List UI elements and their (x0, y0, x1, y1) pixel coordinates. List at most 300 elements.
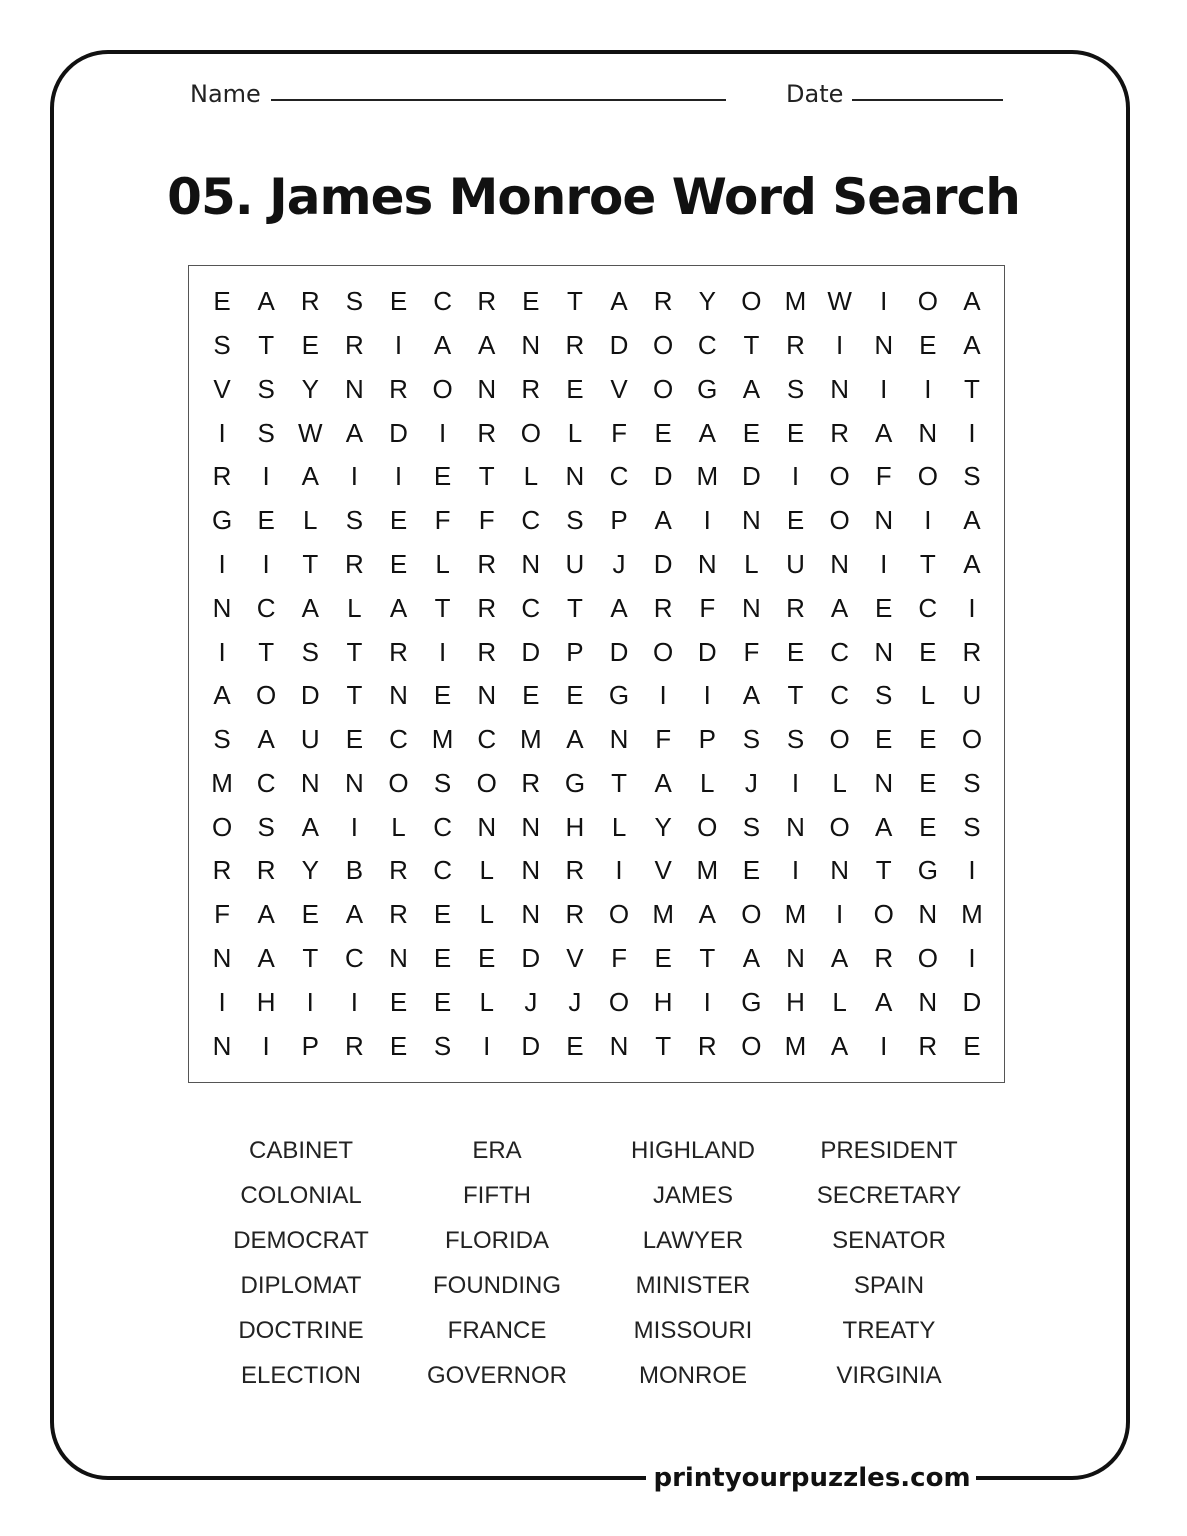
grid-letter[interactable]: T (258, 330, 275, 361)
grid-letter[interactable]: V (654, 855, 672, 886)
grid-letter[interactable]: E (522, 286, 540, 317)
grid-letter[interactable]: G (564, 767, 586, 798)
grid-letter[interactable]: E (742, 417, 761, 448)
grid-letter[interactable]: C (256, 592, 276, 623)
grid-letter[interactable]: A (875, 417, 893, 448)
grid-letter[interactable]: H (653, 986, 673, 1017)
grid-letter[interactable]: S (345, 505, 364, 536)
grid-letter[interactable]: A (257, 724, 275, 755)
grid-letter[interactable]: E (875, 592, 893, 623)
grid-letter[interactable]: R (344, 549, 364, 580)
grid-letter[interactable]: D (521, 636, 541, 667)
grid-letter[interactable]: N (786, 811, 805, 842)
grid-letter[interactable]: I (438, 417, 447, 448)
grid-letter[interactable]: O (476, 767, 497, 798)
grid-letter[interactable]: A (433, 330, 452, 361)
grid-letter[interactable]: N (918, 986, 938, 1017)
grid-letter[interactable]: T (566, 286, 583, 317)
grid-letter[interactable]: L (832, 986, 847, 1017)
grid-letter[interactable]: V (566, 943, 584, 974)
grid-letter[interactable]: L (523, 461, 539, 492)
grid-letter[interactable]: A (257, 943, 275, 974)
grid-letter[interactable]: N (344, 373, 364, 404)
grid-letter[interactable]: A (963, 505, 981, 536)
grid-letter[interactable]: R (389, 855, 408, 886)
grid-letter[interactable]: N (521, 811, 541, 842)
grid-letter[interactable]: N (521, 899, 541, 930)
grid-letter[interactable]: N (830, 373, 849, 404)
grid-letter[interactable]: L (567, 417, 583, 448)
grid-letter[interactable]: G (697, 373, 718, 404)
grid-letter[interactable]: N (874, 767, 894, 798)
grid-letter[interactable]: E (654, 417, 672, 448)
grid-letter[interactable]: E (786, 636, 805, 667)
grid-letter[interactable]: S (257, 417, 275, 448)
grid-letter[interactable]: I (968, 417, 976, 448)
grid-letter[interactable]: U (300, 724, 320, 755)
grid-letter[interactable]: R (212, 461, 232, 492)
grid-letter[interactable]: O (653, 373, 674, 404)
grid-letter[interactable]: W (827, 286, 852, 317)
grid-letter[interactable]: C (433, 811, 452, 842)
grid-letter[interactable]: O (829, 461, 850, 492)
grid-letter[interactable]: O (211, 811, 233, 842)
grid-letter[interactable]: O (917, 286, 938, 317)
grid-letter[interactable]: I (924, 505, 932, 536)
grid-letter[interactable]: E (389, 505, 408, 536)
grid-letter[interactable]: S (213, 330, 231, 361)
grid-letter[interactable]: N (830, 549, 849, 580)
grid-letter[interactable]: I (350, 461, 358, 492)
grid-letter[interactable]: C (521, 505, 541, 536)
grid-letter[interactable]: E (389, 986, 408, 1017)
grid-letter[interactable]: R (786, 592, 805, 623)
grid-letter[interactable]: R (477, 286, 497, 317)
grid-letter[interactable]: I (791, 767, 800, 798)
grid-letter[interactable]: J (744, 767, 758, 798)
grid-letter[interactable]: I (924, 373, 932, 404)
grid-letter[interactable]: U (786, 549, 805, 580)
grid-letter[interactable]: S (963, 461, 981, 492)
grid-letter[interactable]: T (566, 592, 583, 623)
grid-letter[interactable]: A (963, 549, 981, 580)
grid-letter[interactable]: R (477, 592, 497, 623)
grid-letter[interactable]: D (609, 636, 629, 667)
grid-letter[interactable]: O (961, 724, 983, 755)
grid-letter[interactable]: I (306, 986, 314, 1017)
grid-letter[interactable]: E (654, 943, 672, 974)
grid-letter[interactable]: E (566, 680, 584, 711)
grid-letter[interactable]: S (963, 811, 981, 842)
grid-letter[interactable]: C (433, 855, 452, 886)
grid-letter[interactable]: J (568, 986, 582, 1017)
grid-letter[interactable]: Y (301, 855, 319, 886)
grid-letter[interactable]: N (389, 680, 408, 711)
grid-letter[interactable]: L (700, 767, 715, 798)
grid-letter[interactable]: F (214, 899, 230, 930)
grid-letter[interactable]: M (652, 899, 674, 930)
grid-letter[interactable]: D (741, 461, 761, 492)
grid-letter[interactable]: J (524, 986, 538, 1017)
grid-letter[interactable]: Y (698, 286, 716, 317)
grid-letter[interactable]: T (478, 461, 495, 492)
grid-letter[interactable]: N (874, 505, 894, 536)
grid-letter[interactable]: O (653, 636, 674, 667)
grid-letter[interactable]: C (830, 636, 849, 667)
grid-letter[interactable]: E (389, 1030, 408, 1061)
grid-letter[interactable]: N (389, 943, 408, 974)
grid-letter[interactable]: A (301, 811, 319, 842)
grid-letter[interactable]: N (609, 1030, 629, 1061)
grid-letter[interactable]: T (787, 680, 804, 711)
grid-letter[interactable]: R (344, 330, 364, 361)
grid-letter[interactable]: E (389, 286, 408, 317)
grid-letter[interactable]: N (697, 549, 717, 580)
grid-letter[interactable]: T (699, 943, 716, 974)
grid-letter[interactable]: R (874, 943, 894, 974)
grid-letter[interactable]: A (875, 811, 893, 842)
grid-letter[interactable]: F (875, 461, 892, 492)
grid-letter[interactable]: P (610, 505, 628, 536)
grid-letter[interactable]: I (835, 899, 844, 930)
grid-letter[interactable]: D (962, 986, 982, 1017)
grid-letter[interactable]: N (918, 417, 938, 448)
grid-letter[interactable]: A (830, 592, 849, 623)
grid-letter[interactable]: A (610, 592, 628, 623)
grid-letter[interactable]: O (741, 1030, 762, 1061)
grid-letter[interactable]: O (697, 811, 718, 842)
grid-letter[interactable]: C (830, 680, 849, 711)
grid-letter[interactable]: I (218, 549, 226, 580)
grid-letter[interactable]: E (919, 724, 937, 755)
grid-letter[interactable]: F (655, 724, 672, 755)
grid-letter[interactable]: N (477, 373, 497, 404)
grid-letter[interactable]: M (784, 286, 807, 317)
grid-letter[interactable]: S (345, 286, 364, 317)
grid-letter[interactable]: G (211, 505, 233, 536)
grid-letter[interactable]: C (433, 286, 452, 317)
grid-letter[interactable]: N (874, 330, 894, 361)
grid-letter[interactable]: L (479, 899, 494, 930)
grid-letter[interactable]: R (521, 373, 541, 404)
grid-letter[interactable]: T (875, 855, 892, 886)
grid-letter[interactable]: R (300, 286, 320, 317)
grid-letter[interactable]: F (478, 505, 495, 536)
grid-letter[interactable]: M (961, 899, 983, 930)
grid-letter[interactable]: T (302, 943, 319, 974)
grid-letter[interactable]: P (566, 636, 584, 667)
grid-letter[interactable]: I (350, 811, 358, 842)
grid-letter[interactable]: E (566, 373, 584, 404)
grid-letter[interactable]: C (256, 767, 276, 798)
grid-letter[interactable]: A (830, 943, 849, 974)
grid-letter[interactable]: A (698, 417, 716, 448)
grid-letter[interactable]: E (433, 899, 452, 930)
grid-letter[interactable]: A (257, 899, 275, 930)
grid-letter[interactable]: D (521, 1030, 541, 1061)
grid-letter[interactable]: N (212, 1030, 232, 1061)
grid-letter[interactable]: E (875, 724, 893, 755)
grid-letter[interactable]: R (962, 636, 982, 667)
grid-letter[interactable]: D (697, 636, 717, 667)
grid-letter[interactable]: I (703, 986, 711, 1017)
grid-letter[interactable]: L (832, 767, 847, 798)
grid-letter[interactable]: Y (654, 811, 672, 842)
grid-letter[interactable]: N (521, 549, 541, 580)
grid-letter[interactable]: I (615, 855, 623, 886)
grid-letter[interactable]: I (880, 1030, 888, 1061)
grid-letter[interactable]: E (786, 417, 805, 448)
grid-letter[interactable]: R (653, 592, 673, 623)
grid-letter[interactable]: N (830, 855, 849, 886)
grid-letter[interactable]: R (389, 373, 408, 404)
grid-letter[interactable]: N (741, 592, 761, 623)
grid-letter[interactable]: E (963, 1030, 981, 1061)
grid-letter[interactable]: T (258, 636, 275, 667)
grid-letter[interactable]: I (791, 855, 800, 886)
grid-letter[interactable]: C (609, 461, 629, 492)
grid-letter[interactable]: E (213, 286, 231, 317)
grid-letter[interactable]: A (345, 899, 364, 930)
grid-letter[interactable]: A (345, 417, 364, 448)
grid-letter[interactable]: T (434, 592, 451, 623)
grid-letter[interactable]: E (301, 330, 319, 361)
grid-letter[interactable]: P (301, 1030, 319, 1061)
grid-letter[interactable]: L (347, 592, 362, 623)
grid-letter[interactable]: P (698, 724, 716, 755)
grid-letter[interactable]: R (521, 767, 541, 798)
grid-letter[interactable]: E (919, 767, 937, 798)
grid-letter[interactable]: G (917, 855, 938, 886)
grid-letter[interactable]: N (344, 767, 364, 798)
grid-letter[interactable]: I (350, 986, 358, 1017)
grid-letter[interactable]: I (703, 680, 711, 711)
grid-letter[interactable]: Y (301, 373, 319, 404)
grid-letter[interactable]: I (968, 592, 976, 623)
grid-letter[interactable]: S (213, 724, 231, 755)
grid-letter[interactable]: S (433, 1030, 452, 1061)
grid-letter[interactable]: E (301, 899, 319, 930)
grid-letter[interactable]: U (962, 680, 982, 711)
date-field-line[interactable] (852, 99, 1003, 101)
grid-letter[interactable]: S (963, 767, 981, 798)
grid-letter[interactable]: T (611, 767, 627, 798)
grid-letter[interactable]: L (744, 549, 759, 580)
grid-letter[interactable]: D (653, 549, 673, 580)
grid-letter[interactable]: R (565, 899, 585, 930)
grid-letter[interactable]: M (696, 855, 719, 886)
grid-letter[interactable]: I (262, 461, 270, 492)
grid-letter[interactable]: A (257, 286, 275, 317)
grid-letter[interactable]: V (213, 373, 231, 404)
grid-letter[interactable]: O (829, 505, 850, 536)
grid-letter[interactable]: A (698, 899, 716, 930)
grid-letter[interactable]: M (431, 724, 454, 755)
grid-letter[interactable]: O (741, 899, 762, 930)
grid-letter[interactable]: I (394, 330, 403, 361)
grid-letter[interactable]: O (432, 373, 453, 404)
grid-letter[interactable]: B (345, 855, 364, 886)
grid-letter[interactable]: N (521, 330, 541, 361)
grid-letter[interactable]: F (611, 943, 627, 974)
grid-letter[interactable]: F (434, 505, 451, 536)
grid-letter[interactable]: N (786, 943, 805, 974)
grid-letter[interactable]: R (256, 855, 276, 886)
grid-letter[interactable]: C (477, 724, 497, 755)
grid-letter[interactable]: L (479, 855, 494, 886)
grid-letter[interactable]: I (438, 636, 447, 667)
grid-letter[interactable]: I (835, 330, 844, 361)
grid-letter[interactable]: L (920, 680, 936, 711)
grid-letter[interactable]: H (565, 811, 585, 842)
grid-letter[interactable]: H (786, 986, 805, 1017)
grid-letter[interactable]: A (742, 373, 761, 404)
grid-letter[interactable]: I (218, 636, 226, 667)
grid-letter[interactable]: A (742, 943, 761, 974)
grid-letter[interactable]: I (703, 505, 711, 536)
grid-letter[interactable]: C (697, 330, 717, 361)
grid-letter[interactable]: O (608, 899, 630, 930)
grid-letter[interactable]: C (344, 943, 364, 974)
grid-letter[interactable]: A (875, 986, 893, 1017)
grid-letter[interactable]: I (262, 1030, 270, 1061)
grid-letter[interactable]: N (477, 680, 497, 711)
grid-letter[interactable]: N (212, 943, 232, 974)
grid-letter[interactable]: N (521, 855, 541, 886)
grid-letter[interactable]: M (519, 724, 542, 755)
grid-letter[interactable]: O (608, 986, 630, 1017)
grid-letter[interactable]: I (659, 680, 667, 711)
grid-letter[interactable]: L (435, 549, 450, 580)
grid-letter[interactable]: C (389, 724, 408, 755)
grid-letter[interactable]: O (520, 417, 541, 448)
grid-letter[interactable]: L (611, 811, 627, 842)
grid-letter[interactable]: I (880, 286, 888, 317)
grid-letter[interactable]: E (919, 330, 937, 361)
grid-letter[interactable]: F (743, 636, 760, 667)
grid-letter[interactable]: T (655, 1030, 672, 1061)
grid-letter[interactable]: O (873, 899, 894, 930)
grid-letter[interactable]: R (389, 899, 408, 930)
grid-letter[interactable]: R (830, 417, 849, 448)
grid-letter[interactable]: A (610, 286, 628, 317)
grid-letter[interactable]: I (218, 986, 226, 1017)
grid-letter[interactable]: R (565, 855, 585, 886)
grid-letter[interactable]: I (880, 373, 888, 404)
grid-letter[interactable]: E (389, 549, 408, 580)
grid-letter[interactable]: E (345, 724, 364, 755)
grid-letter[interactable]: I (262, 549, 270, 580)
grid-letter[interactable]: O (829, 724, 850, 755)
grid-letter[interactable]: I (483, 1030, 491, 1061)
grid-letter[interactable]: S (786, 373, 805, 404)
grid-letter[interactable]: A (654, 505, 672, 536)
grid-letter[interactable]: E (522, 680, 540, 711)
grid-letter[interactable]: S (566, 505, 584, 536)
grid-letter[interactable]: O (917, 943, 938, 974)
grid-letter[interactable]: U (565, 549, 585, 580)
grid-letter[interactable]: N (477, 811, 497, 842)
grid-letter[interactable]: D (521, 943, 541, 974)
grid-letter[interactable]: D (653, 461, 673, 492)
grid-letter[interactable]: E (433, 943, 452, 974)
grid-letter[interactable]: S (257, 811, 275, 842)
grid-letter[interactable]: N (565, 461, 585, 492)
grid-letter[interactable]: O (741, 286, 762, 317)
grid-letter[interactable]: C (521, 592, 541, 623)
grid-letter[interactable]: W (298, 417, 323, 448)
grid-letter[interactable]: R (653, 286, 673, 317)
grid-letter[interactable]: A (963, 286, 981, 317)
grid-letter[interactable]: R (565, 330, 585, 361)
grid-letter[interactable]: S (875, 680, 893, 711)
grid-letter[interactable]: R (477, 636, 497, 667)
grid-letter[interactable]: O (829, 811, 850, 842)
grid-letter[interactable]: R (477, 417, 497, 448)
grid-letter[interactable]: E (433, 461, 452, 492)
grid-letter[interactable]: G (608, 680, 630, 711)
grid-letter[interactable]: E (919, 636, 937, 667)
grid-letter[interactable]: V (610, 373, 628, 404)
grid-letter[interactable]: S (301, 636, 319, 667)
name-field-line[interactable] (271, 99, 726, 101)
grid-letter[interactable]: E (433, 680, 452, 711)
grid-letter[interactable]: O (388, 767, 409, 798)
grid-letter[interactable]: D (609, 330, 629, 361)
grid-letter[interactable]: E (478, 943, 496, 974)
grid-letter[interactable]: R (918, 1030, 938, 1061)
grid-letter[interactable]: E (433, 986, 452, 1017)
grid-letter[interactable]: I (791, 461, 800, 492)
grid-letter[interactable]: N (874, 636, 894, 667)
grid-letter[interactable]: N (212, 592, 232, 623)
grid-letter[interactable]: F (699, 592, 716, 623)
grid-letter[interactable]: A (566, 724, 584, 755)
grid-letter[interactable]: A (301, 592, 319, 623)
grid-letter[interactable]: M (784, 1030, 807, 1061)
grid-letter[interactable]: S (786, 724, 805, 755)
grid-letter[interactable]: S (257, 373, 275, 404)
grid-letter[interactable]: A (301, 461, 319, 492)
grid-letter[interactable]: G (741, 986, 762, 1017)
grid-letter[interactable]: A (830, 1030, 849, 1061)
grid-letter[interactable]: N (609, 724, 629, 755)
grid-letter[interactable]: T (302, 549, 319, 580)
grid-letter[interactable]: N (300, 767, 320, 798)
grid-letter[interactable]: S (742, 724, 761, 755)
grid-letter[interactable]: R (212, 855, 232, 886)
grid-letter[interactable]: E (919, 811, 937, 842)
grid-letter[interactable]: A (742, 680, 761, 711)
grid-letter[interactable]: L (391, 811, 406, 842)
grid-letter[interactable]: H (256, 986, 276, 1017)
grid-letter[interactable]: J (612, 549, 626, 580)
grid-letter[interactable]: A (963, 330, 981, 361)
grid-letter[interactable]: R (786, 330, 805, 361)
grid-letter[interactable]: E (257, 505, 275, 536)
grid-letter[interactable]: I (394, 461, 403, 492)
grid-letter[interactable]: I (968, 855, 976, 886)
grid-letter[interactable]: M (784, 899, 807, 930)
grid-letter[interactable]: N (741, 505, 761, 536)
grid-letter[interactable]: R (697, 1030, 717, 1061)
grid-letter[interactable]: I (968, 943, 976, 974)
grid-letter[interactable]: A (213, 680, 231, 711)
grid-letter[interactable]: T (963, 373, 980, 404)
grid-letter[interactable]: O (917, 461, 938, 492)
grid-letter[interactable]: A (389, 592, 408, 623)
grid-letter[interactable]: M (211, 767, 233, 798)
